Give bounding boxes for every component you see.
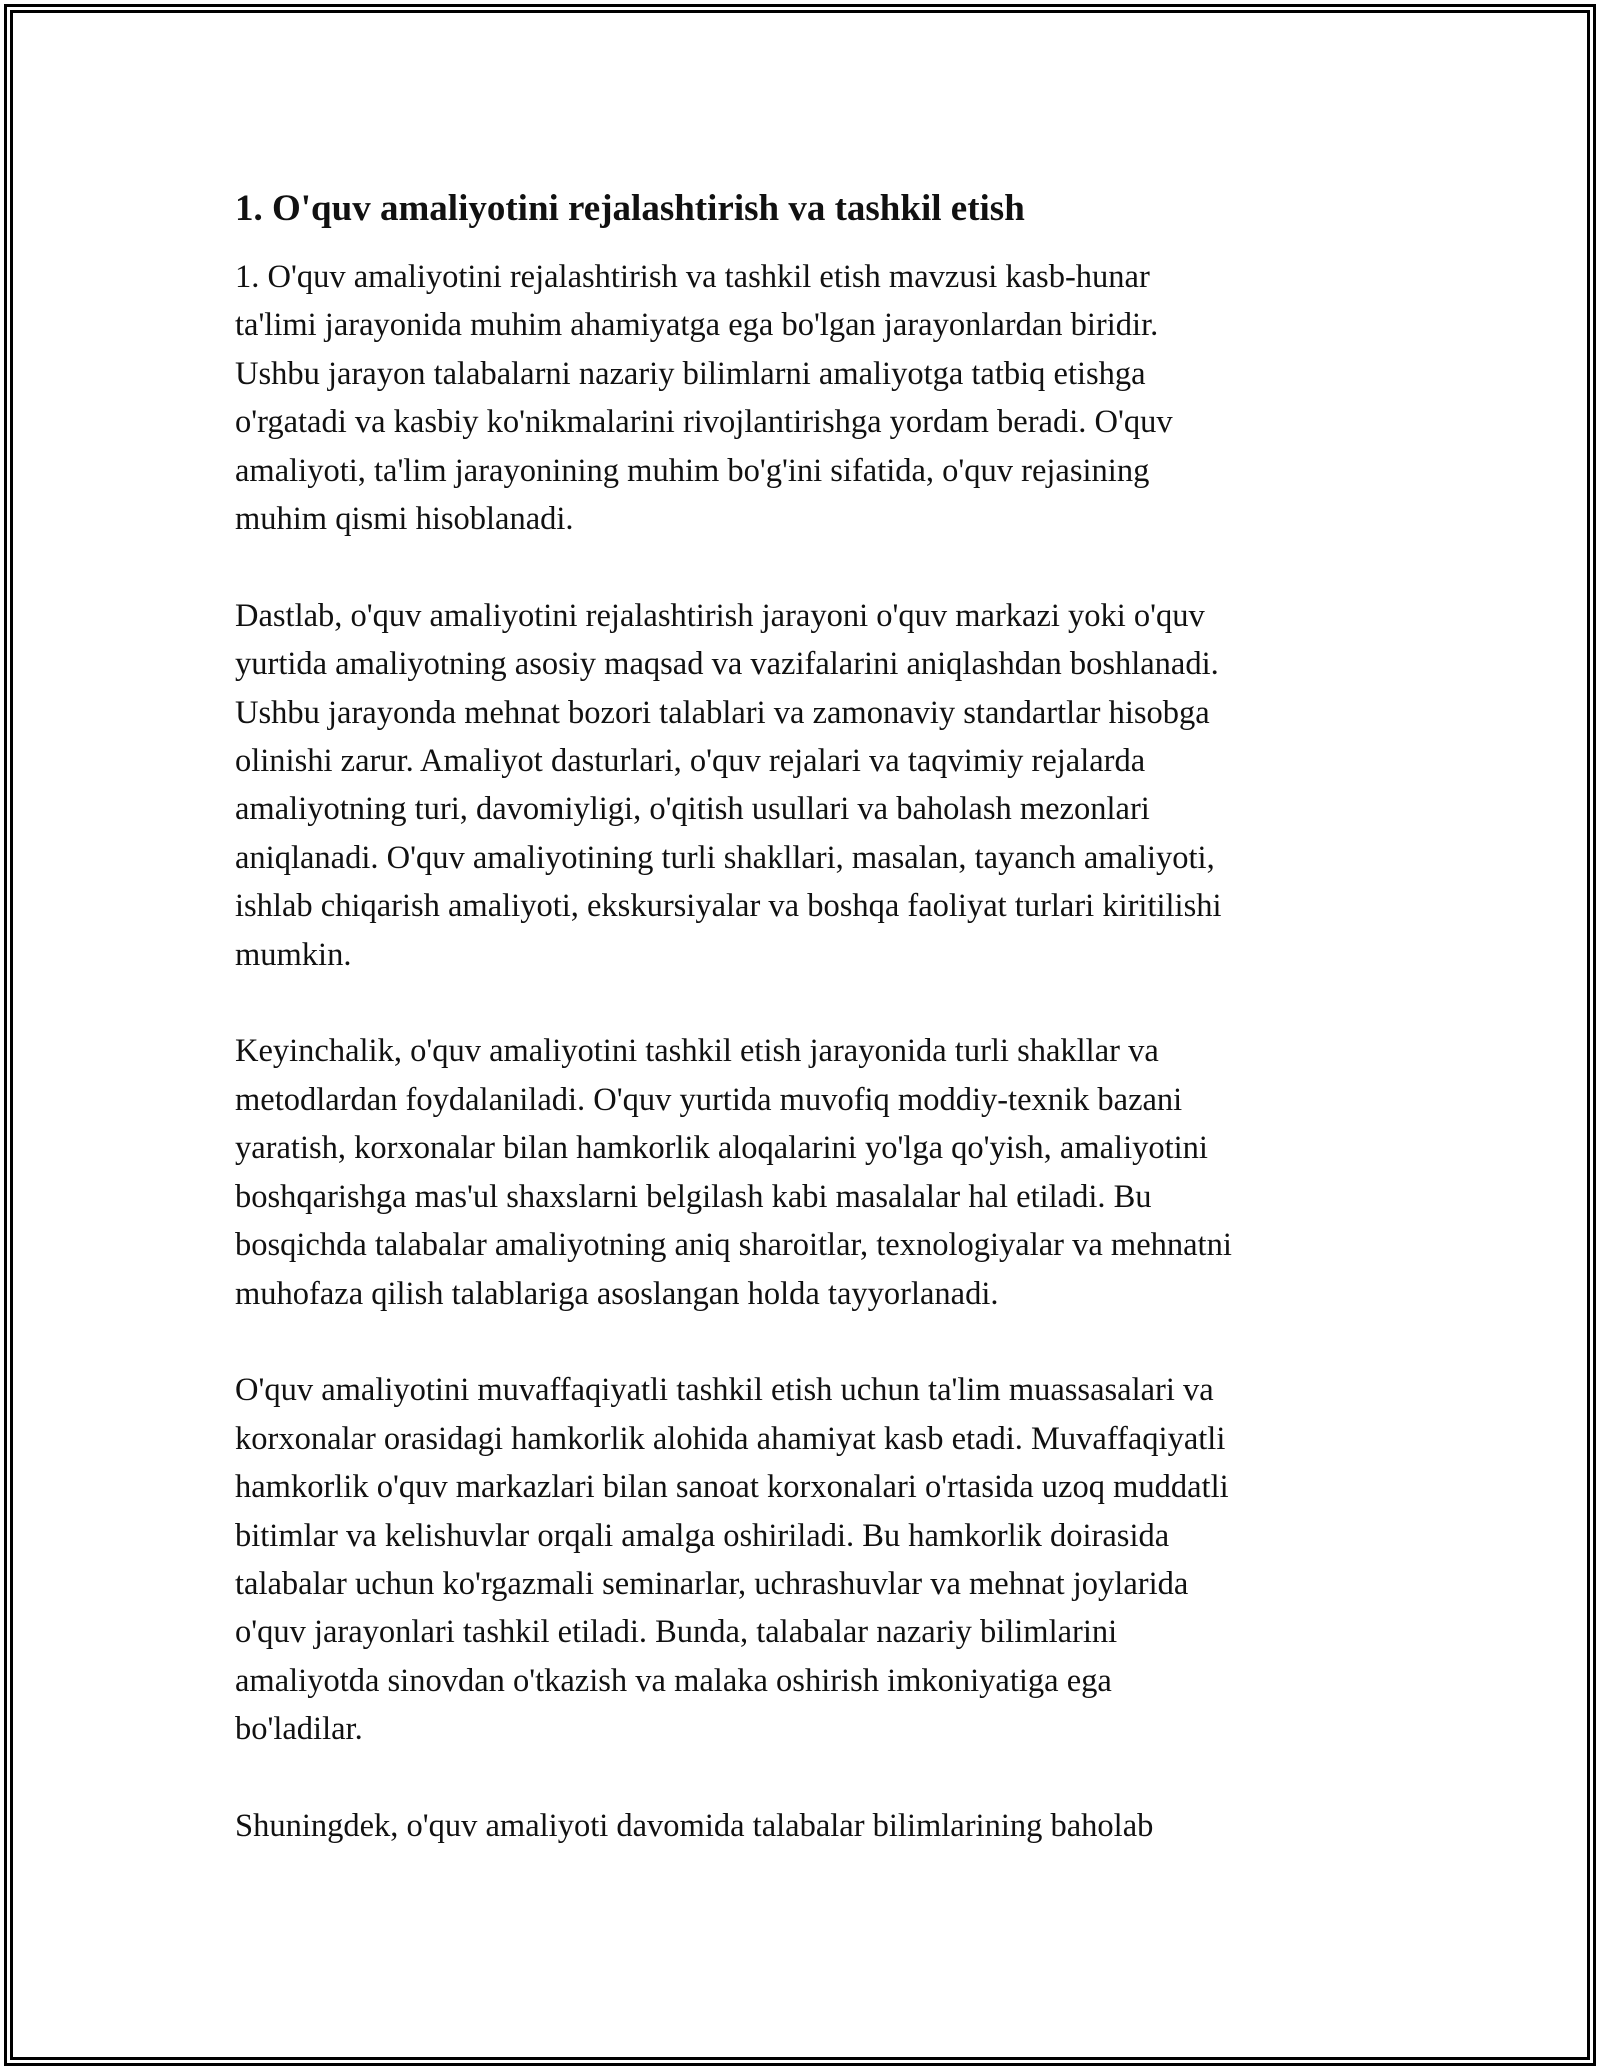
paragraph-4: O'quv amaliyotini muvaffaqiyatli tashkil etish uchun ta'lim muassasalari va korxonalar orasidagi hamkorlik alohida ahamiyat kasb etadi. Muvaffaqiyatli hamkorlik o'quv markazlari bilan sanoat korxonalari o'rtasida uzoq muddatli bitimlar va kelishuvlar orqali amalga oshiriladi. Bu hamkorlik doirasida talabalar uchun ko'rgazmali seminarlar, uchrashuvlar va mehnat joylarida o'quv jarayonlari tashkil etiladi. Bunda, talabalar nazariy bilimlarini amaliyotda sinovdan o'tkazish va malaka oshirish imkoniyatiga ega bo'ladilar. xyxy=(235,1372,1229,1748)
paragraph-5: Shuningdek, o'quv amaliyoti davomida talabalar bilimlarining baholab xyxy=(235,1807,1154,1844)
document-body xyxy=(235,185,1385,1899)
document-title: 1. O'quv amaliyotini rejalashtirish va tashkil etish xyxy=(235,188,1025,229)
paragraph-3: Keyinchalik, o'quv amaliyotini tashkil etish jarayonida turli shakllar va metodlardan foydalaniladi. O'quv yurtida muvofiq moddiy-texnik bazani yaratish, korxonalar bilan hamkorlik aloqalarini yo'lga qo'yish, amaliyotini boshqarishga mas'ul shaxslarni belgilash kabi masalalar hal etiladi. Bu bosqichda talabalar amaliyotning aniq sharoitlar, texnologiyalar va mehnatni muhofaza qilish talablariga asoslangan holda tayyorlanadi. xyxy=(235,1033,1232,1312)
paragraph-1: 1. O'quv amaliyotini rejalashtirish va tashkil etish mavzusi kasb-hunar ta'limi jarayonida muhim ahamiyatga ega bo'lgan jarayonlardan biridir. Ushbu jarayon talabalarni nazariy bilimlarni amaliyotga tatbiq etishga o'rgatadi va kasbiy ko'nikmalarini rivojlantirishga yordam beradi. O'quv amaliyoti, ta'lim jarayonining muhim bo'g'ini sifatida, o'quv rejasining muhim qismi hisoblanadi. xyxy=(235,259,1173,538)
paragraph-2: Dastlab, o'quv amaliyotini rejalashtirish jarayoni o'quv markazi yoki o'quv yurtida amaliyotning asosiy maqsad va vazifalarini aniqlashdan boshlanadi. Ushbu jarayonda mehnat bozori talablari va zamonaviy standartlar hisobga olinishi zarur. Amaliyot dasturlari, o'quv rejalari va taqvimiy rejalarda amaliyotning turi, davomiyligi, o'qitish usullari va baholash mezonlari aniqlanadi. O'quv amaliyotining turli shakllari, masalan, tayanch amaliyoti, ishlab chiqarish amaliyoti, ekskursiyalar va boshqa faoliyat turlari kiritilishi mumkin. xyxy=(235,597,1222,973)
